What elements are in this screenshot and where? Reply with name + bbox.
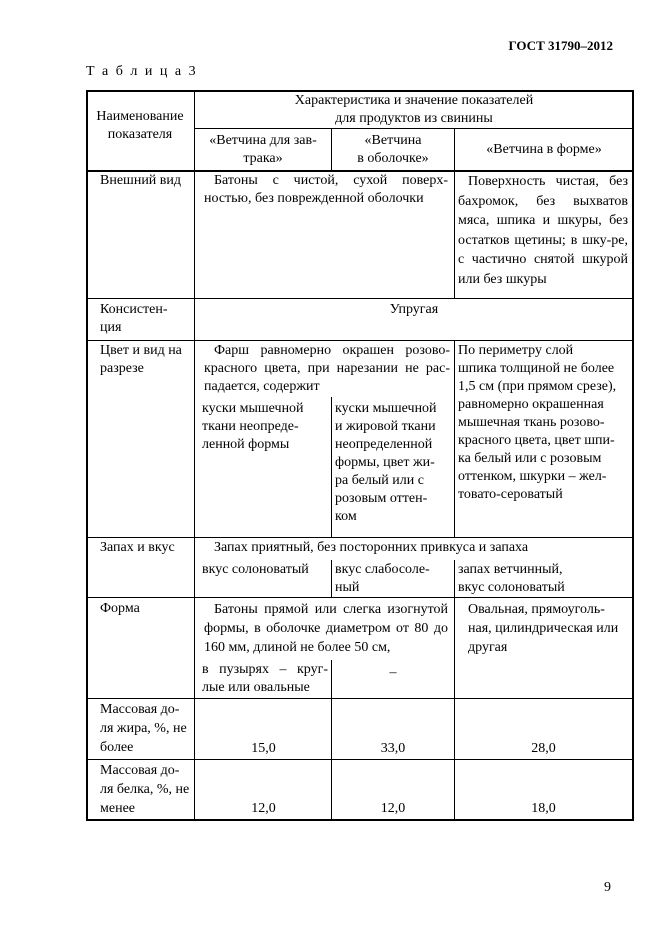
row-name-form: Форма	[100, 601, 140, 616]
col-line-3-color	[454, 340, 455, 537]
smell-breakfast: вкус солоноватый	[202, 562, 309, 577]
row-line-appearance	[86, 298, 634, 299]
row-line-fat	[86, 759, 634, 760]
table-border-bottom	[86, 819, 634, 821]
indicators-table	[86, 90, 634, 820]
color-molded: По периметру слой шпика толщиной не более 1,5 см (при прямом срезе), равномерно окрашенная мышечная ткань розово- красного цвета, цвет шпи- ка белый или с розовым оттенком, шкурки – жел- товато-сероватый	[458, 343, 617, 502]
page-number: 9	[604, 880, 611, 895]
row-name-smell: Запах и вкус	[100, 540, 175, 555]
col-line-2-head	[331, 128, 332, 170]
color-breakfast-casing: Фарш равномерно окрашен розово-красного цвета, при нарезании не рас-падается, содержит	[204, 343, 450, 394]
appearance-breakfast-casing: Батоны с чистой, сухой поверх-ностью, без поврежденной оболочки	[204, 173, 448, 206]
form-breakfast: в пузырях – круг-лые или овальные	[202, 662, 328, 695]
row-name-protein: Массовая до- ля белка, %, не менее	[100, 763, 190, 816]
appearance-molded: Поверхность чистая, без бахромок, без выхватов мяса, шпика и шкуры, без остатков щетины; в шку-ре, с частично снятой шкурой или без шкуры	[458, 174, 628, 287]
header-breakfast-ham: «Ветчина для зав- трака»	[209, 133, 317, 166]
col-line-3-appearance	[454, 170, 455, 298]
fat-casing: 33,0	[380, 741, 406, 756]
color-casing: куски мышечной и жировой ткани неопределенной формы, цвет жи- ра белый или с розовым оттен- ком	[335, 401, 437, 524]
row-line-color	[86, 537, 634, 538]
row-line-consistency	[86, 340, 634, 341]
smell-casing: вкус слабосоле- ный	[335, 562, 430, 595]
form-molded: Овальная, прямоуголь- ная, цилиндрическая или другая	[468, 602, 619, 655]
consistency-value: Упругая	[389, 302, 439, 317]
table-border-right	[632, 90, 634, 821]
protein-molded: 18,0	[531, 801, 556, 816]
header-divider	[194, 128, 633, 129]
row-name-appearance: Внешний вид	[100, 173, 182, 188]
col-line-2-smell	[331, 560, 332, 597]
protein-breakfast: 12,0	[251, 801, 276, 816]
table-caption: Т а б л и ц а 3	[86, 64, 198, 79]
row-name-color: Цвет и вид на разрезе	[100, 343, 182, 376]
row-line-smell	[86, 597, 634, 598]
header-molded-ham: «Ветчина в форме»	[486, 142, 602, 157]
form-casing: –	[389, 665, 397, 680]
header-group-title: Характеристика и значение показателей для продуктов из свинины	[294, 93, 534, 126]
standard-number: ГОСТ 31790–2012	[508, 38, 613, 53]
row-name-consistency: Консистен- ция	[100, 302, 168, 335]
fat-breakfast: 15,0	[251, 741, 276, 756]
col-line-3-smell	[454, 560, 455, 597]
color-breakfast: куски мышечной ткани неопреде- ленной формы	[202, 401, 304, 452]
fat-molded: 28,0	[531, 741, 556, 756]
col-line-1	[194, 90, 195, 820]
row-name-fat: Массовая до- ля жира, %, не более	[100, 702, 187, 755]
protein-casing: 12,0	[380, 801, 406, 816]
table-border-left	[86, 90, 88, 821]
col-line-3-form	[454, 597, 455, 820]
header-indicator-name: Наименование показателя	[96, 109, 184, 142]
header-casing-ham: «Ветчина в оболочке»	[357, 133, 429, 166]
smell-common: Запах приятный, без посторонних привкуса и запаха	[214, 540, 529, 555]
row-line-form	[86, 698, 634, 699]
col-line-2-color	[331, 397, 332, 537]
smell-molded: запах ветчинный, вкус солоноватый	[458, 562, 565, 595]
col-line-3-head	[454, 128, 455, 171]
form-breakfast-casing: Батоны прямой или слегка изогнутой формы, в оболочке диаметром от 80 до 160 мм, длиной не более 50 см,	[204, 602, 448, 655]
